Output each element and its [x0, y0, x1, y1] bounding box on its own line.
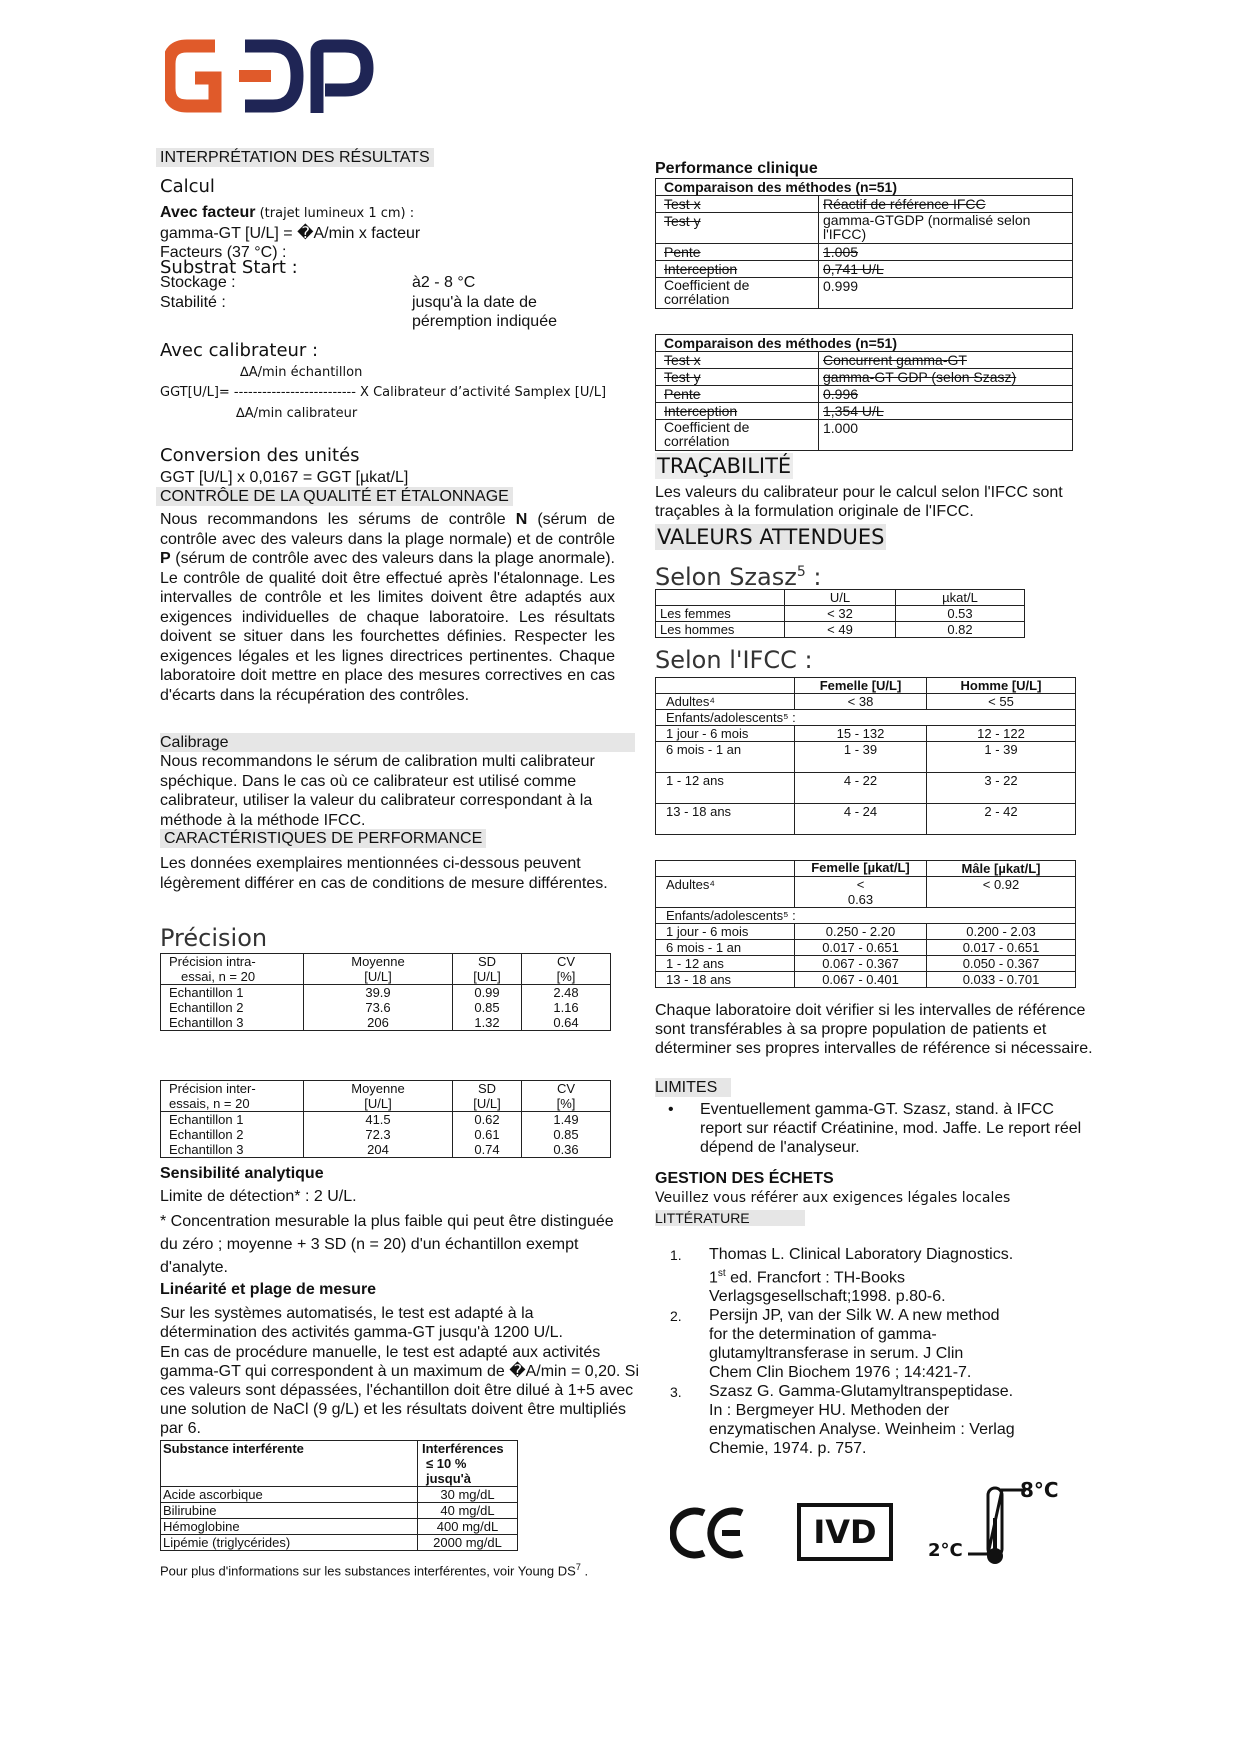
cell: 0.53: [896, 606, 1025, 622]
table-row: [656, 606, 1025, 622]
cell: 0.200 - 2.03: [927, 924, 1076, 940]
cell: Bilirubine: [161, 1503, 418, 1519]
ref-num: 3.: [670, 1384, 682, 1401]
table-row: [656, 773, 1076, 804]
table-row: [161, 1487, 518, 1503]
caracteristiques-text: Les données exemplaires mentionnées ci-dessous peuvent légèrement différer en cas de conditions de mesure différentes.: [160, 855, 608, 892]
cell: 0.050 - 0.367: [927, 956, 1076, 972]
cell: 1.000: [819, 420, 1073, 451]
controle-n: N: [515, 511, 528, 528]
cell: 0.85: [553, 1127, 579, 1142]
cell: Pente: [656, 244, 819, 261]
gestion-heading: GESTION DES ÉCHETS: [655, 1170, 834, 1187]
table-row: [656, 877, 1076, 908]
cell: < 38: [795, 694, 927, 710]
cell: 1 - 12 ans: [656, 773, 795, 804]
cell: Coefficient de corrélation: [656, 278, 819, 309]
comparison-table-2: [655, 334, 1073, 451]
table-row: [656, 278, 1073, 309]
inter-h3b: [%]: [556, 1096, 576, 1111]
table-row: [656, 972, 1076, 988]
interf-h1b: ≤ 10 %: [426, 1456, 467, 1471]
cell: Echantillon 1: [169, 985, 244, 1000]
stockage-value: à2 - 8 °C: [412, 274, 476, 291]
ifcc2-h1: Femelle [µkat/L]: [795, 861, 927, 877]
ref-text: Persijn JP, van der Silk W. A new method for the determination of gamma-glutamyltransferase in serum. J Clin Chem Clin Biochem 1976 ; 14:421-7.: [709, 1307, 1000, 1382]
cell: 0.067 - 0.401: [795, 972, 927, 988]
ref-num: 2.: [670, 1308, 682, 1325]
cell: 1 - 39: [927, 742, 1076, 773]
avec-facteur-label: Avec facteur: [160, 204, 256, 221]
cell: 0.067 - 0.367: [795, 956, 927, 972]
cell: Adultes⁴: [656, 694, 795, 710]
cell: Echantillon 2: [169, 1000, 244, 1015]
szasz-colon: :: [805, 563, 822, 591]
cell: 1.49: [553, 1112, 579, 1127]
interf-h1a: Interférences: [422, 1441, 504, 1456]
calcul-heading: Calcul: [160, 176, 215, 197]
ref-text: Szasz G. Gamma-Glutamyltranspeptidase. In : Bergmeyer HU. Methoden der enzymatischen Analyse. Weinheim : Verlag Chemie, 1974. p. 757.: [709, 1383, 1015, 1458]
precision-intra-table: [160, 953, 611, 1031]
cell: 1.32: [474, 1015, 500, 1030]
cell: Echantillon 1: [169, 1112, 244, 1127]
table-row: [161, 1112, 611, 1158]
intra-h3b: [%]: [556, 969, 576, 984]
cell: 12 - 122: [927, 726, 1076, 742]
intra-h1a: Moyenne: [351, 954, 405, 969]
cell: 6 mois - 1 an: [656, 940, 795, 956]
cell: 13 - 18 ans: [656, 804, 795, 835]
tracabilite-heading: TRAÇABILITÉ: [657, 454, 792, 478]
cell: 0.033 - 0.701: [927, 972, 1076, 988]
table-row: [656, 924, 1076, 940]
valeurs-attendues-heading: VALEURS ATTENDUES: [657, 525, 885, 549]
caracteristiques-heading: CARACTÉRISTIQUES DE PERFORMANCE: [160, 829, 486, 848]
cell: Les hommes: [656, 622, 785, 638]
ce-mark-icon: [670, 1505, 750, 1566]
cell: Acide ascorbique: [161, 1487, 418, 1503]
formula-facteur: gamma-GT [U/L] = �A/min x facteur: [160, 225, 421, 242]
cell: Lipémie (triglycérides): [161, 1535, 418, 1551]
cell: Test y: [656, 369, 819, 386]
cell: 0.85: [474, 1000, 500, 1015]
cell: 0.64: [553, 1015, 579, 1030]
cell: Test x: [656, 196, 819, 213]
table-row: [656, 196, 1073, 213]
table-row: [656, 804, 1076, 835]
linearite-text-1: Sur les systèmes automatisés, le test est adapté à la détermination des activités gamma-GT jusqu'à 1200 U/L.: [160, 1305, 563, 1341]
cell: 0.61: [474, 1127, 500, 1142]
cell: Hémoglobine: [161, 1519, 418, 1535]
intra-h3a: CV: [556, 954, 576, 969]
precision-heading: Précision: [160, 924, 268, 952]
cell: 400 mg/dL: [418, 1519, 518, 1535]
calibrage-text: Nous recommandons le sérum de calibration multi calibrateur spéchique. Dans le cas où ce calibrateur est utilisé comme calibrateur, utiliser la valeur du calibrateur correspondant à la méthode à la méthode IFCC.: [160, 753, 595, 829]
reference-list: [655, 1245, 1085, 1458]
inter-h2b: [U/L]: [473, 1096, 501, 1111]
cell: 30 mg/dL: [418, 1487, 518, 1503]
cell: Adultes⁴: [656, 877, 795, 908]
gestion-text: Veuillez vous référer aux exigences légales locales: [655, 1190, 1011, 1206]
ref-sup: st: [717, 1268, 726, 1279]
performance-clinique-heading: Performance clinique: [655, 160, 818, 177]
ifcc1-enfants: Enfants/adolescents⁵ :: [656, 710, 1076, 726]
list-item: [655, 1245, 1085, 1306]
cell: 2000 mg/dL: [418, 1535, 518, 1551]
ivd-text: IVD: [813, 1513, 877, 1551]
conversion-text: GGT [U/L] x 0,0167 = GGT [µkat/L]: [160, 469, 409, 486]
cell: 0.999: [819, 278, 1073, 309]
table-row: [656, 369, 1073, 386]
cell: 72.3: [365, 1127, 391, 1142]
cell: 41.5: [365, 1112, 391, 1127]
calibrage-heading: Calibrage: [160, 734, 229, 751]
interf-note-sup: 7: [575, 1562, 581, 1572]
intra-h0b: essai, n = 20: [181, 969, 256, 984]
substrat-heading: Substrat Start :: [160, 257, 298, 278]
cell: 1 jour - 6 mois: [656, 726, 795, 742]
table-row: [656, 352, 1073, 369]
interf-note-text: Pour plus d'informations sur les substances interférentes, voir Young DS: [160, 1563, 576, 1579]
cell: Interception: [656, 403, 819, 420]
cell: < 0.63: [795, 877, 927, 908]
intra-h2b: [U/L]: [473, 969, 501, 984]
ifcc1-h2: Homme [U/L]: [927, 678, 1076, 694]
table-row: [656, 213, 1073, 244]
inter-h0a: Précision inter-: [169, 1081, 256, 1096]
cell: 1.16: [553, 1000, 579, 1015]
interf-h0: Substance interférente: [163, 1441, 304, 1456]
cell: 0.996: [819, 386, 1073, 403]
controle-text-3: (sérum de contrôle avec des valeurs dans la plage anormale). Le contrôle de qualité doit être effectué après l'étalonnage. Les intervalles de contrôle et les limites doivent être adaptés aux exigences individuelles de chaque laboratoire. Les résultats doivent se situer dans les fourchettes définies. Respecter les exigences légales et les lignes directrices pertinentes. Chaque laboratoire doit mettre en place des mesures correctives en cas d'écarts dans la récupération des contrôles.: [160, 550, 615, 704]
controle-p: P: [160, 550, 171, 567]
cell: 0.250 - 2.20: [795, 924, 927, 940]
avec-calibrateur-heading: Avec calibrateur :: [160, 340, 319, 361]
cell: < 0.92: [927, 877, 1076, 908]
cell: 0.017 - 0.651: [927, 940, 1076, 956]
reference-intervals-text: Chaque laboratoire doit vérifier si les intervalles de référence sont transférables à sa propre population de patients et déterminer ses propres intervalles de référence si nécessaire.: [655, 1002, 1093, 1057]
cell: 0,741 U/L: [819, 261, 1073, 278]
cell: gamma-GTGDP (normalisé selon l'IFCC): [819, 213, 1073, 244]
inter-h0b: essais, n = 20: [169, 1096, 250, 1111]
table-row: [656, 403, 1073, 420]
interference-note: [160, 1562, 588, 1578]
cell: 73.6: [365, 1000, 391, 1015]
ref-text: Thomas L. Clinical Laboratory Diagnostics. 1: [709, 1246, 1014, 1287]
comparison-table-1: [655, 178, 1073, 309]
comp1-title: Comparaison des méthodes (n=51): [656, 179, 1073, 196]
conversion-heading: Conversion des unités: [160, 445, 360, 466]
cell: 1 - 12 ans: [656, 956, 795, 972]
linearite-heading: Linéarité et plage de mesure: [160, 1281, 377, 1298]
table-row: [656, 694, 1076, 710]
table-row: [161, 985, 611, 1031]
sensibilite-note: * Concentration mesurable la plus faible qui peut être distinguée du zéro ; moyenne + 3 SD (n = 20) d'un échantillon exempt d'analyte.: [160, 1213, 614, 1276]
list-item: [655, 1306, 1085, 1382]
cell: 2 - 42: [927, 804, 1076, 835]
selon-ifcc-heading: Selon l'IFCC :: [655, 646, 813, 674]
cell: 2.48: [553, 985, 579, 1000]
precision-inter-table: [160, 1080, 611, 1158]
cell: 1 jour - 6 mois: [656, 924, 795, 940]
intra-h1b: [U/L]: [364, 969, 392, 984]
interpretation-heading: INTERPRÉTATION DES RÉSULTATS: [156, 148, 434, 167]
selon-szasz-heading: [655, 557, 821, 592]
cell: Coefficient de corrélation: [656, 420, 819, 451]
cell: 0.99: [474, 985, 500, 1000]
cell: Echantillon 3: [169, 1015, 244, 1030]
table-row: [656, 726, 1076, 742]
interference-table: [160, 1440, 518, 1551]
comp2-title: Comparaison des méthodes (n=51): [656, 335, 1073, 352]
facteurs-text: Facteurs (37 °C) :: [160, 244, 287, 261]
cell: 6 mois - 1 an: [656, 742, 795, 773]
cell: 0.62: [474, 1112, 500, 1127]
intra-h2a: SD: [477, 954, 497, 969]
controle-paragraph: [160, 510, 615, 705]
temperature-limit-icon: [928, 1478, 1068, 1568]
cell: 1,354 U/L: [819, 403, 1073, 420]
cell: 1.005: [819, 244, 1073, 261]
stabilite-label: Stabilité :: [160, 294, 226, 311]
cell: Test x: [656, 352, 819, 369]
limites-bullet: •: [668, 1101, 674, 1118]
cell: Interception: [656, 261, 819, 278]
stabilite-value-1: jusqu'à la date de: [412, 294, 537, 311]
list-item: [655, 1382, 1085, 1458]
inter-h1a: Moyenne: [351, 1081, 405, 1096]
cell: < 49: [785, 622, 896, 638]
calib-formula: GGT[U/L]= -------------------------- X Calibrateur d’activité Samplex [U/L]: [160, 385, 607, 400]
cell: Réactif de référence IFCC: [819, 196, 1073, 213]
cell: Concurrent gamma-GT: [819, 352, 1073, 369]
cell: 206: [367, 1015, 389, 1030]
sensibilite-limit: Limite de détection* : 2 U/L.: [160, 1188, 357, 1205]
table-row: [656, 244, 1073, 261]
cell: < 32: [785, 606, 896, 622]
cell: 0.74: [474, 1142, 500, 1157]
controle-text-1: Nous recommandons les sérums de contrôle: [160, 511, 506, 528]
cell: 15 - 132: [795, 726, 927, 742]
table-row: [161, 1535, 518, 1551]
limites-text: Eventuellement gamma-GT. Szasz, stand. à IFCC report sur réactif Créatinine, mod. Jaffe. Le report réel dépend de l'analyseur.: [700, 1101, 1082, 1156]
table-row: [161, 1503, 518, 1519]
szasz-h1: U/L: [785, 590, 896, 606]
cell: 1 - 39: [795, 742, 927, 773]
szasz-sup: 5: [796, 564, 806, 580]
tracabilite-text: Les valeurs du calibrateur pour le calcul selon l'IFCC sont traçables à la formulation originale de l'IFCC.: [655, 484, 1063, 520]
gdp-logo-icon: [165, 38, 375, 113]
cell: Test y: [656, 213, 819, 244]
calib-numerator: ∆A/min échantillon: [240, 365, 363, 380]
cell: 40 mg/dL: [418, 1503, 518, 1519]
inter-h3a: CV: [556, 1081, 576, 1096]
cell: Echantillon 3: [169, 1142, 244, 1157]
sensibilite-heading: Sensibilité analytique: [160, 1165, 324, 1182]
ifcc-table-ukat: [655, 860, 1076, 988]
cell: 3 - 22: [927, 773, 1076, 804]
cell: gamma-GT GDP (selon Szasz): [819, 369, 1073, 386]
litterature-heading: LITTÉRATURE: [655, 1210, 805, 1226]
linearite-text-2: En cas de procédure manuelle, le test est adapté aux activités gamma-GT qui correspondent à un maximum de �A/min = 0,20. Si ces valeurs sont dépassées, l'échantillon doit être dilué à 1+5 avec une solution de NaCl (9 g/L) et les résultats doivent être multipliés par 6.: [160, 1344, 639, 1437]
intra-h0a: Précision intra-: [169, 954, 256, 969]
avec-facteur-note: (trajet lumineux 1 cm) :: [255, 206, 415, 221]
cell: 13 - 18 ans: [656, 972, 795, 988]
ifcc2-h2: Mâle [µkat/L]: [927, 861, 1076, 877]
cell: < 55: [927, 694, 1076, 710]
cell: Les femmes: [656, 606, 785, 622]
limites-heading: LIMITES: [655, 1078, 731, 1097]
interf-note-end: .: [580, 1563, 589, 1579]
table-row: [656, 742, 1076, 773]
cell: 204: [367, 1142, 389, 1157]
table-row: [656, 386, 1073, 403]
table-row: [656, 622, 1025, 638]
ref-num: 1.: [670, 1247, 682, 1263]
szasz-title: Selon Szasz: [655, 563, 797, 591]
cell: 0.017 - 0.651: [795, 940, 927, 956]
table-row: [656, 940, 1076, 956]
ifcc2-enfants: Enfants/adolescents⁵ :: [656, 908, 1076, 924]
table-row: [656, 420, 1073, 451]
szasz-table: [655, 589, 1025, 638]
ref-text-b: ed. Francfort : TH-Books Verlagsgesellschaft;1998. p.80-6.: [709, 1269, 946, 1306]
stabilite-value-2: péremption indiquée: [412, 313, 557, 330]
ifcc1-h1: Femelle [U/L]: [795, 678, 927, 694]
ifcc-table-ul: [655, 677, 1076, 835]
ivd-symbol: [797, 1503, 893, 1561]
controle-text-2: (sérum de contrôle avec des valeurs dans la plage normale) et de contrôle: [160, 511, 615, 548]
szasz-h2: µkat/L: [896, 590, 1025, 606]
interf-h1c: jusqu'à: [426, 1471, 471, 1486]
table-row: [161, 1519, 518, 1535]
temp-low-label: 2°C: [928, 1540, 963, 1561]
inter-h2a: SD: [477, 1081, 497, 1096]
avec-facteur-line: [160, 203, 414, 222]
stockage-label: Stockage :: [160, 274, 236, 291]
cell: 0.82: [896, 622, 1025, 638]
cell: Echantillon 2: [169, 1127, 244, 1142]
cell: 4 - 22: [795, 773, 927, 804]
cell: 4 - 24: [795, 804, 927, 835]
controle-heading: CONTRÔLE DE LA QUALITÉ ET ÉTALONNAGE: [156, 487, 513, 506]
cell: Pente: [656, 386, 819, 403]
table-row: [656, 261, 1073, 278]
table-row: [656, 956, 1076, 972]
inter-h1b: [U/L]: [364, 1096, 392, 1111]
temp-high-label: 8°C: [1020, 1478, 1059, 1502]
logo: [165, 38, 375, 113]
cell: 39.9: [365, 985, 391, 1000]
calib-denominator: ∆A/min calibrateur: [236, 406, 358, 421]
cell: 0.36: [553, 1142, 579, 1157]
